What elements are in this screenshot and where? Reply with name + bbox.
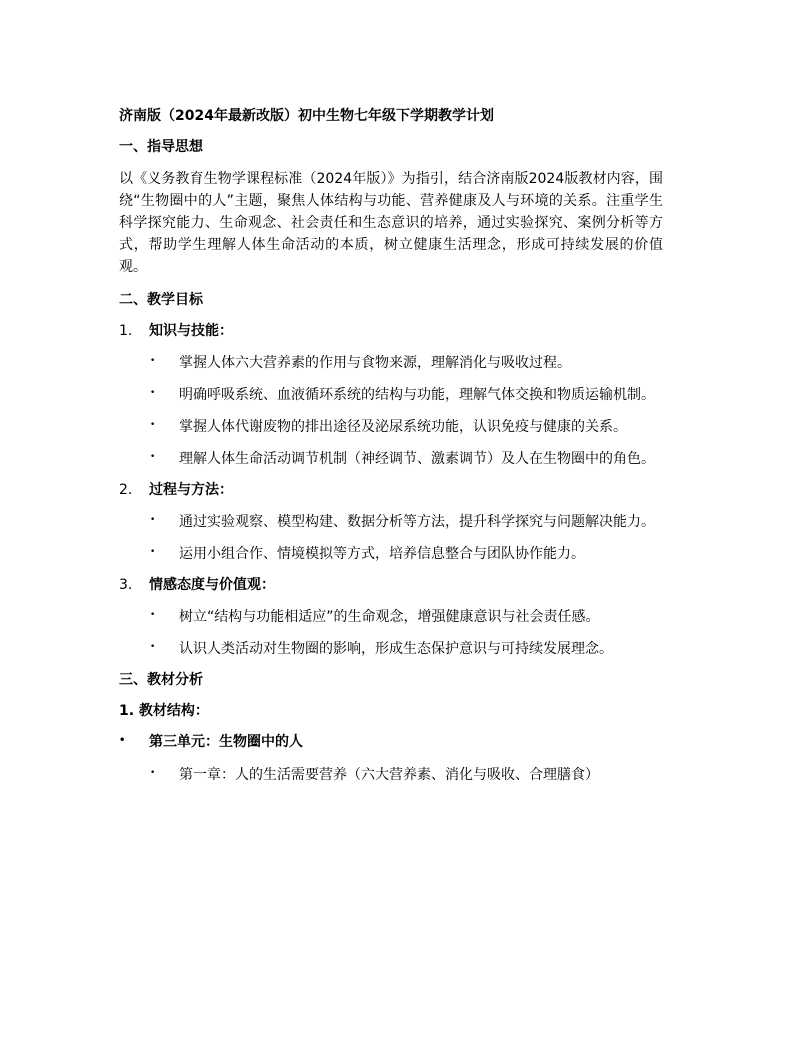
goal-item-knowledge bbox=[119, 321, 663, 341]
goal-label: 情感态度与价值观： bbox=[149, 577, 275, 593]
guiding-ideology-paragraph: 以《义务教育生物学课程标准（2024年版）》为指引，结合济南版2024版教材内容，围绕“生物圈中的人”主题，聚焦人体结构与功能、营养健康及人与环境的关系。注重学生科学探究能力、生命观念、社会责任和生态意识的培养，通过实验探究、案例分析等方式，帮助学生理解人体生命活动的本质，树立健康生活理念，形成可持续发展的价值观。 bbox=[119, 171, 663, 275]
bullet-icon: • bbox=[150, 547, 156, 557]
list-item-text: 掌握人体六大营养素的作用与食物来源，理解消化与吸收过程。 bbox=[179, 355, 571, 371]
goal-item-process-methods bbox=[119, 480, 663, 500]
bullet-icon: • bbox=[119, 735, 126, 746]
goal-number: 3. bbox=[119, 577, 133, 593]
goal-item-attitude-values bbox=[119, 575, 663, 595]
goal-label: 过程与方法： bbox=[149, 482, 233, 498]
list-item bbox=[119, 606, 663, 628]
list-item-text: 掌握人体代谢废物的排出途径及泌尿系统功能，认识免疫与健康的关系。 bbox=[179, 419, 627, 435]
knowledge-bullet-list bbox=[119, 352, 663, 470]
list-item bbox=[119, 543, 663, 565]
bullet-icon: • bbox=[150, 388, 156, 398]
list-item-text: 树立“结构与功能相适应”的生命观念，增强健康意识与社会责任感。 bbox=[179, 609, 600, 625]
list-item-text: 通过实验观察、模型构建、数据分析等方法，提升科学探究与问题解决能力。 bbox=[179, 514, 655, 530]
list-item-text: 认识人类活动对生物圈的影响，形成生态保护意识与可持续发展理念。 bbox=[179, 641, 613, 657]
list-item bbox=[119, 764, 663, 786]
unit-item bbox=[119, 732, 663, 752]
list-item bbox=[119, 384, 663, 406]
bullet-icon: • bbox=[150, 642, 156, 652]
goal-number: 2. bbox=[119, 482, 133, 498]
document-title: 济南版（2024年最新改版）初中生物七年级下学期教学计划 bbox=[119, 108, 494, 124]
list-item bbox=[119, 448, 663, 470]
list-item bbox=[119, 352, 663, 374]
list-item bbox=[119, 638, 663, 660]
process-bullet-list bbox=[119, 511, 663, 565]
attitude-bullet-list bbox=[119, 606, 663, 660]
bullet-icon: • bbox=[150, 768, 156, 778]
document-content bbox=[119, 106, 663, 796]
list-item-text: 理解人体生命活动调节机制（神经调节、激素调节）及人在生物圈中的角色。 bbox=[179, 451, 655, 467]
list-item bbox=[119, 416, 663, 438]
section-heading-guiding-ideology: 一、指导思想 bbox=[119, 139, 203, 155]
section-heading-teaching-goals: 二、教学目标 bbox=[119, 292, 203, 308]
bullet-icon: • bbox=[150, 452, 156, 462]
list-item-text: 第一章：人的生活需要营养（六大营养素、消化与吸收、合理膳食） bbox=[179, 767, 599, 783]
list-item-text: 明确呼吸系统、血液循环系统的结构与功能，理解气体交换和物质运输机制。 bbox=[179, 387, 655, 403]
bullet-icon: • bbox=[150, 610, 156, 620]
chapter-bullet-list bbox=[119, 764, 663, 786]
section-heading-textbook-analysis: 三、教材分析 bbox=[119, 672, 203, 688]
subheading-textbook-structure: 1. 教材结构： bbox=[119, 703, 209, 719]
list-item bbox=[119, 511, 663, 533]
list-item-text: 运用小组合作、情境模拟等方式，培养信息整合与团队协作能力。 bbox=[179, 546, 585, 562]
unit-title: 第三单元：生物圈中的人 bbox=[149, 734, 303, 750]
bullet-icon: • bbox=[150, 515, 156, 525]
goal-label: 知识与技能： bbox=[149, 323, 233, 339]
bullet-icon: • bbox=[150, 356, 156, 366]
bullet-icon: • bbox=[150, 420, 156, 430]
goal-number: 1. bbox=[119, 323, 133, 339]
